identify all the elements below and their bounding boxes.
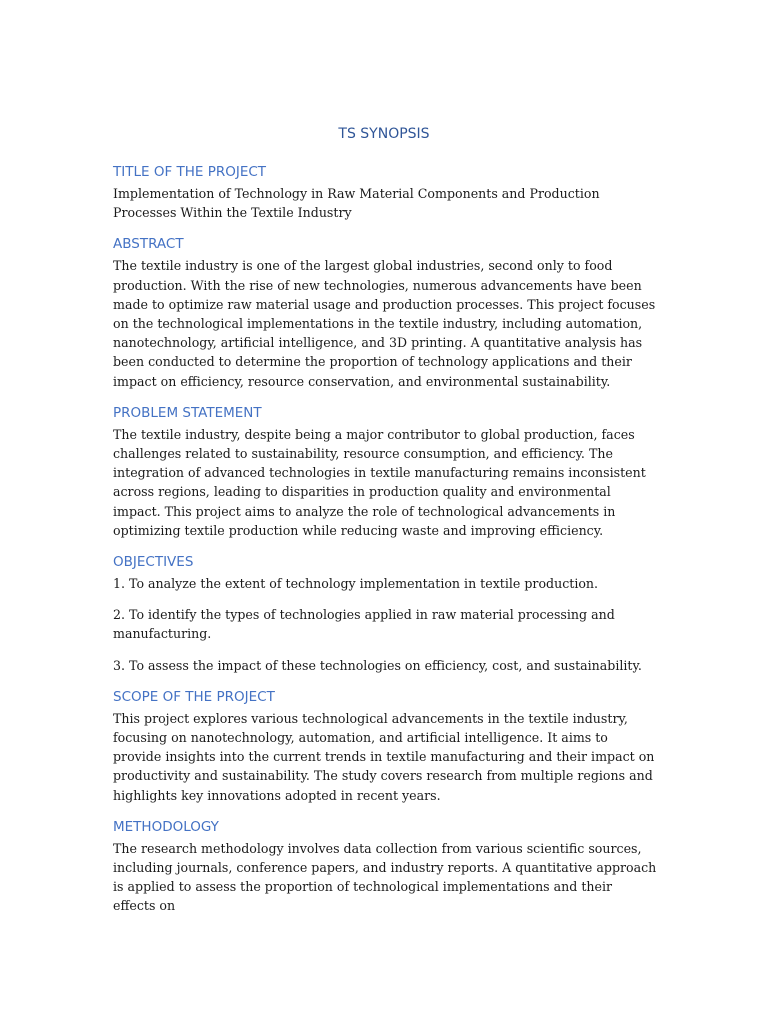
objective-item: 1. To analyze the extent of technology implementation in textile production. bbox=[113, 576, 599, 592]
scope-text: This project explores various technological advancements in the textile industry, focusing on nanotechnology, automation, and artificial intelligence. It aims to provide insights into the current trends in textile manufacturing and their impact on productivity and sustainability. The study covers research from multiple regions and highlights key innovations adopted in recent years. bbox=[113, 710, 655, 803]
section-heading-objectives: OBJECTIVES bbox=[113, 554, 194, 571]
section-methodology bbox=[113, 817, 658, 916]
section-heading-scope: SCOPE OF THE PROJECT bbox=[113, 688, 275, 705]
section-objectives bbox=[113, 552, 658, 675]
objective-item: 2. To identify the types of technologies applied in raw material processing and manufacturing. bbox=[113, 607, 615, 642]
objective-item: 3. To assess the impact of these technologies on efficiency, cost, and sustainability. bbox=[113, 657, 642, 673]
section-scope bbox=[113, 687, 658, 805]
project-title-text: Implementation of Technology in Raw Material Components and Production Processes Within the Textile Industry bbox=[113, 186, 600, 221]
methodology-text: The research methodology involves data collection from various scientific sources, including journals, conference papers, and industry reports. A quantitative approach is applied to assess the proportion of technological implementations and their effects on bbox=[113, 840, 657, 914]
document-title: TS SYNOPSIS bbox=[338, 126, 430, 142]
section-problem-statement bbox=[113, 403, 658, 540]
section-heading-abstract: ABSTRACT bbox=[113, 236, 184, 253]
section-heading-problem-statement: PROBLEM STATEMENT bbox=[113, 404, 262, 421]
section-abstract bbox=[113, 234, 658, 390]
section-title-of-project bbox=[113, 162, 658, 222]
problem-statement-text: The textile industry, despite being a major contributor to global production, faces challenges related to sustainability, resource consumption, and efficiency. The integration of advanced technologies in textile manufacturing remains inconsistent across regions, leading to disparities in production quality and environmental impact. This project aims to analyze the role of technological advancements in optimizing textile production while reducing waste and improving efficiency. bbox=[113, 426, 646, 538]
abstract-text: The textile industry is one of the largest global industries, second only to food production. With the rise of new technologies, numerous advancements have been made to optimize raw material usage and production processes. This project focuses on the technological implementations in the textile industry, including automation, nanotechnology, artificial intelligence, and 3D printing. A quantitative analysis has been conducted to determine the proportion of technology applications and their impact on efficiency, resource conservation, and environmental sustainability. bbox=[113, 258, 656, 389]
section-heading-title-of-project: TITLE OF THE PROJECT bbox=[113, 164, 267, 180]
objectives-list bbox=[113, 574, 658, 675]
section-heading-methodology: METHODOLOGY bbox=[113, 818, 219, 835]
document-body bbox=[113, 162, 658, 928]
